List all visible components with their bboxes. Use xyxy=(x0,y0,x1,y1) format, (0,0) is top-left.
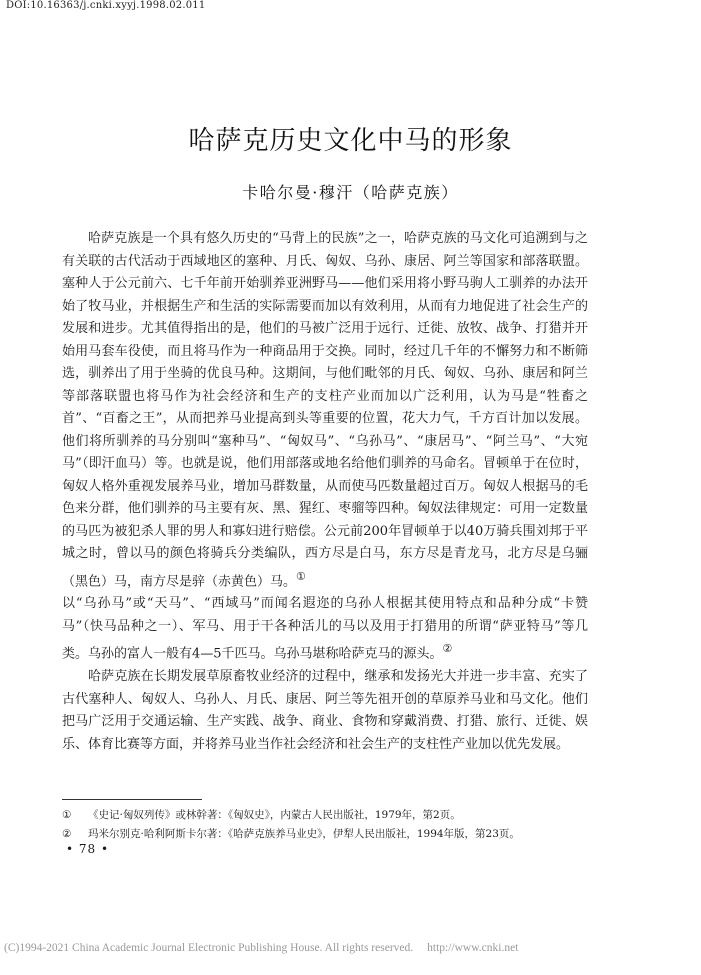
page-number: • 78 • xyxy=(66,842,110,856)
footnote-ref: ① xyxy=(296,569,306,583)
paragraph-text: 以“乌孙马”或“天马”、“西域马”而闻名遐迩的乌孙人根据其使用特点和品种分成“卡赞马”（快马品种之一）、军马、用于干各种活儿的马以及用于打猎用的所谓“萨亚特马”等几类。乌孙的富人一般有4—5千匹马。乌孙马堪称哈萨克马的源头。 xyxy=(62,596,588,662)
footnote-text: 《史记·匈奴列传》或林幹著：《匈奴史》，内蒙古人民出版社，1979年，第2页。 xyxy=(88,809,461,821)
footnote-mark: ② xyxy=(62,828,72,840)
paragraph-continued xyxy=(62,593,588,666)
article-body xyxy=(62,228,588,756)
footnotes xyxy=(62,806,588,844)
paragraph: 哈萨克族在长期发展草原畜牧业经济的过程中，继承和发扬光大并进一步丰富、充实了古代塞种人、匈奴人、乌孙人、月氏、康居、阿兰等先祖开创的草原养马业和马文化。他们把马广泛用于交通运输、生产实践、战争、商业、食物和穿戴消费、打猎、旅行、迁徙、娱乐、体育比赛等方面，并将养马业当作社会经济和社会生产的支柱性产业加以优先发展。 xyxy=(62,669,588,752)
doi-label: DOI:10.16363/j.cnki.xyyj.1998.02.011 xyxy=(6,0,206,11)
article-title: 哈萨克历史文化中马的形象 xyxy=(188,126,513,156)
footnote-divider xyxy=(62,799,202,800)
paragraph xyxy=(62,228,588,593)
paragraph-text: 哈萨克族是一个具有悠久历史的“马背上的民族”之一，哈萨克族的马文化可追溯到与之有关联的古代活动于西域地区的塞种、月氏、匈奴、乌孙、康居、阿兰等国家和部落联盟。塞种人于公元前六、七千年前开始驯养亚洲野马——他们采用将小野马驹人工驯养的办法开始了牧马业，并根据生产和生活的实际需要而加以有效利用，从而有力地促进了社会生产的发展和进步。尤其值得指出的是，他们的马被广泛用于远行、迁徙、放牧、战争、打猎并开始用马套车役使，而且将马作为一种商品用于交换。同时，经过几千年的不懈努力和不断筛选，驯养出了用于坐骑的优良马种。这期间，与他们毗邻的月氏、匈奴、乌孙、康居和阿兰等部落联盟也将马作为社会经济和生产的支柱产业而加以广泛利用，认为马是“牲畜之首”、“百畜之王”，从而把养马业提高到头等重要的位置，花大力气，千方百计加以发展。他们将所驯养的马分别叫“塞种马”、“匈奴马”、“乌孙马”、“康居马”、“阿兰马”、“大宛马”（即汗血马）等。也就是说，他们用部落或地名给他们驯养的马命名。冒顿单于在位时，匈奴人格外重视发展养马业，增加马群数量，从而使马匹数量超过百万。匈奴人根据马的毛色来分群，他们驯养的马主要有灰、黑、猩红、枣骝等四种。匈奴法律规定：可用一定数量的马匹为被犯杀人罪的男人和寡妇进行赔偿。公元前200年冒顿单于以40万骑兵围刘邦于平城之时，曾以马的颜色将骑兵分类编队，西方尽是白马，东方尽是青龙马，北方尽是乌骊（黑色）马，南方尽是骍（赤黄色）马。 xyxy=(62,231,588,589)
copyright-text: (C)1994-2021 China Academic Journal Electronic Publishing House. All rights reserved. xyxy=(4,942,414,954)
footnote-mark: ① xyxy=(62,809,72,821)
article-author: 卡哈尔曼·穆汗（哈萨克族） xyxy=(242,183,459,202)
copyright-footer xyxy=(4,942,518,954)
footer-url: http://www.cnki.net xyxy=(427,942,519,954)
footnote xyxy=(62,806,588,825)
footnote-ref: ② xyxy=(442,642,453,656)
footnote xyxy=(62,825,588,844)
footnote-text: 玛米尔别克·哈利阿斯卡尔著：《哈萨克族养马业史》，伊犁人民出版社，1994年版，第23页。 xyxy=(88,828,520,840)
